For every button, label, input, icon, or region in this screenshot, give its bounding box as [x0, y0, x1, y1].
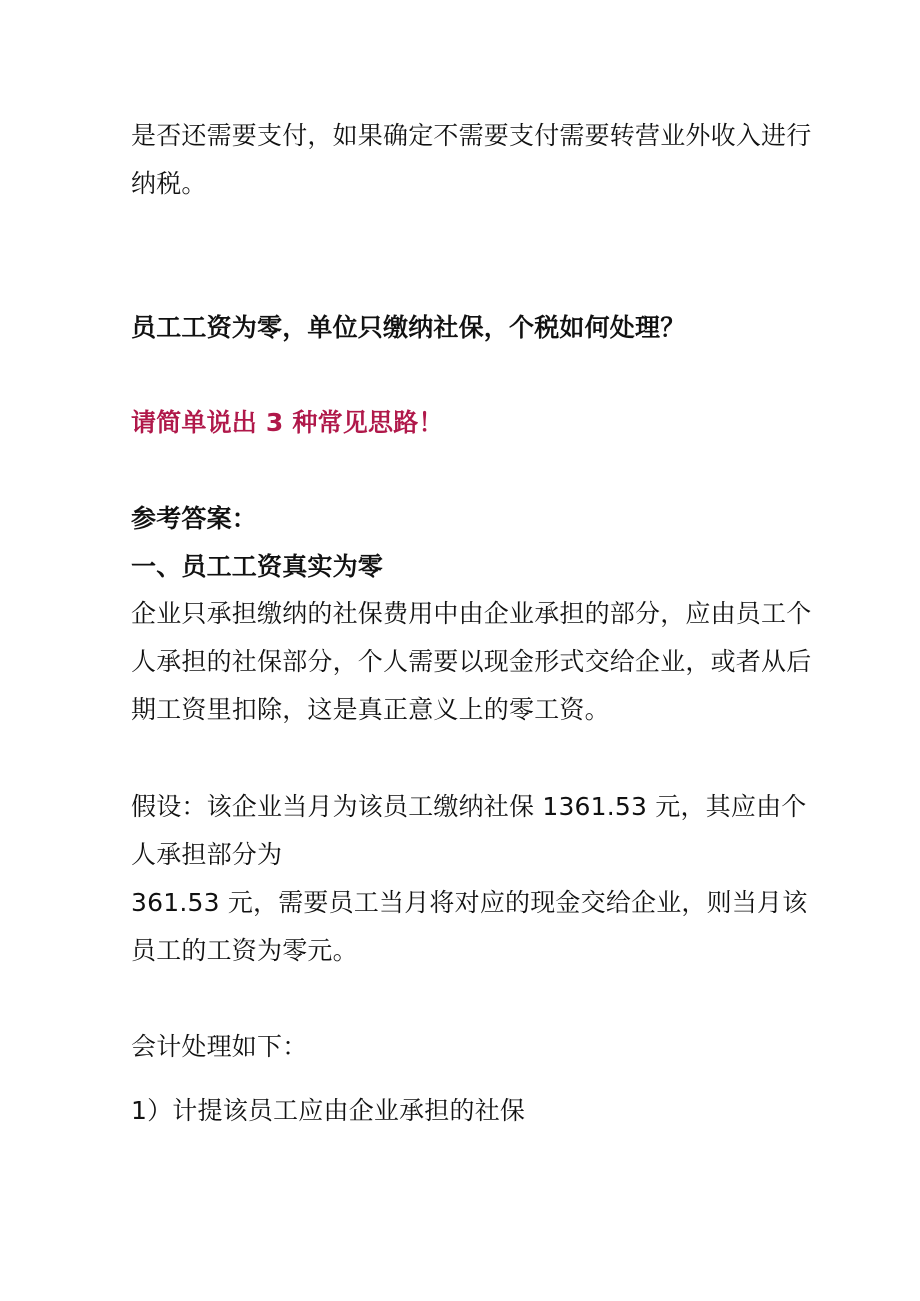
prompt-text: 请简单说出 3 种常见思路！ [131, 408, 444, 437]
section1-line-2: 人承担的社保部分，个人需要以现金形式交给企业，或者从后 [131, 647, 812, 676]
assumption-line-2: 人承担部分为 [131, 840, 283, 869]
question-title: 员工工资为零，单位只缴纳社保，个税如何处理？ [131, 313, 686, 342]
assumption-line-1: 假设：该企业当月为该员工缴纳社保 1361.53 元，其应由个 [131, 792, 807, 821]
step-1: 1）计提该员工应由企业承担的社保 [131, 1096, 526, 1125]
section1-line-1: 企业只承担缴纳的社保费用中由企业承担的部分，应由员工个 [131, 599, 812, 628]
section-heading-1: 一、员工工资真实为零 [131, 552, 384, 581]
assumption-line-3: 361.53 元，需要员工当月将对应的现金交给企业，则当月该 [131, 888, 808, 917]
section1-paragraph [131, 590, 811, 734]
answer-label: 参考答案： [131, 504, 258, 533]
assumption-paragraph [131, 783, 811, 975]
accounting-label: 会计处理如下： [131, 1032, 308, 1061]
intro-line-1: 是否还需要支付，如果确定不需要支付需要转营业外收入进行 [131, 121, 812, 150]
section1-line-3: 期工资里扣除，这是真正意义上的零工资。 [131, 695, 610, 724]
intro-line-2: 纳税。 [131, 169, 207, 198]
assumption-line-4: 员工的工资为零元。 [131, 936, 358, 965]
intro-paragraph [131, 112, 811, 208]
